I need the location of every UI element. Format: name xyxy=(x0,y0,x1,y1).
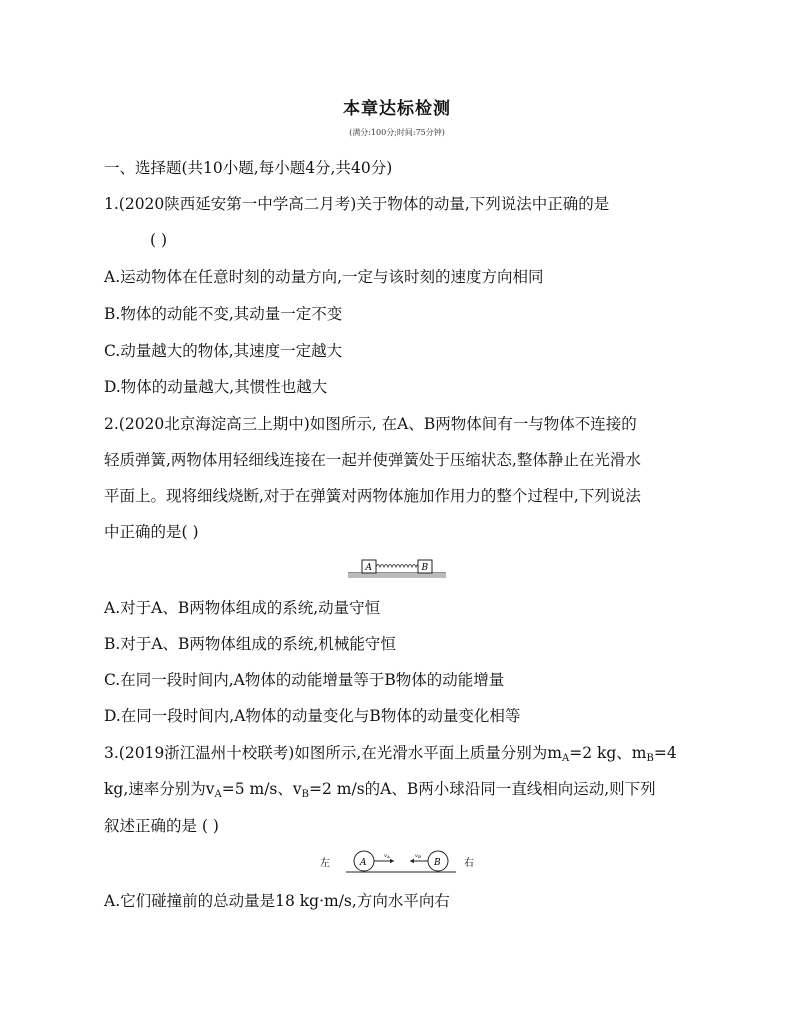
page-subtitle: (满分:100分;时间:75分钟) xyxy=(349,128,445,137)
velocity-b-arrow xyxy=(410,859,428,863)
compressed-spring xyxy=(376,565,424,568)
q3-stem-line-1 xyxy=(104,743,677,769)
q3-speed-a-subscript: A xyxy=(214,789,222,800)
block-a-label: A xyxy=(365,563,372,573)
q1-option-c: C.动量越大的物体,其速度一定越大 xyxy=(104,342,343,360)
q1-answer-bracket: ( ) xyxy=(150,231,168,249)
velocity-a-arrow xyxy=(374,859,394,863)
left-direction-label: 左 xyxy=(320,858,330,869)
section-heading: 一、选择题(共10小题,每小题4分,共40分) xyxy=(104,159,393,177)
q3-line2-end: =2 m/s的A、B两小球沿同一直线相向运动,则下列 xyxy=(309,780,656,798)
q2-stem-line-2: 轻质弹簧,两物体用轻细线连接在一起并使弹簧处于压缩状态,整体静止在光滑水 xyxy=(104,451,641,469)
q2-stem-line-1: 2.(2020北京海淀高三上期中)如图所示, 在A、B两物体间有一与物体不连接的 xyxy=(104,415,637,433)
page-title: 本章达标检测 xyxy=(343,99,451,119)
q3-line2-mid: =5 m/s、v xyxy=(221,780,302,798)
block-b-label: B xyxy=(421,563,429,573)
velocity-b-label: v xyxy=(415,853,418,859)
q3-line1-end: =4 xyxy=(653,744,677,762)
q3-line2-text: kg,速率分别为v xyxy=(104,780,215,798)
ground-surface xyxy=(348,573,446,578)
q3-line1-mid: =2 kg、m xyxy=(569,744,647,762)
q3-mass-b-subscript: B xyxy=(646,753,654,764)
q2-stem-line-3: 平面上。现将细线烧断,对于在弹簧对两物体施加作用力的整个过程中,下列说法 xyxy=(104,487,641,505)
velocity-a-subscript: A xyxy=(387,854,390,859)
q3-mass-a-subscript: A xyxy=(561,753,570,764)
spring-blocks-figure xyxy=(346,556,448,580)
q3-option-a: A.它们碰撞前的总动量是18 kg·m/s,方向水平向右 xyxy=(104,892,450,910)
q2-option-b: B.对于A、B两物体组成的系统,机械能守恒 xyxy=(104,635,396,653)
q1-option-a: A.运动物体在任意时刻的动量方向,一定与该时刻的速度方向相同 xyxy=(104,268,544,286)
velocity-a-label: v xyxy=(384,853,387,859)
q1-option-d: D.物体的动量越大,其惯性也越大 xyxy=(104,378,328,396)
q3-stem-line-2 xyxy=(104,779,656,805)
right-direction-label: 右 xyxy=(464,858,474,869)
q2-option-c: C.在同一段时间内,A物体的动能增量等于B物体的动能增量 xyxy=(104,671,505,689)
q2-stem-line-4: 中正确的是( ) xyxy=(104,523,199,541)
ball-b-label: B xyxy=(434,858,441,868)
q3-stem-line-3: 叙述正确的是 ( ) xyxy=(104,817,219,835)
q3-speed-b-subscript: B xyxy=(301,789,310,800)
q3-line1-text: 3.(2019浙江温州十校联考)如图所示,在光滑水平面上质量分别为m xyxy=(104,744,562,762)
q1-stem: 1.(2020陕西延安第一中学高二月考)关于物体的动量,下列说法中正确的是 xyxy=(104,195,610,213)
q2-option-d: D.在同一段时间内,A物体的动量变化与B物体的动量变化相等 xyxy=(104,707,521,725)
q1-option-b: B.物体的动能不变,其动量一定不变 xyxy=(104,305,343,323)
q2-option-a: A.对于A、B两物体组成的系统,动量守恒 xyxy=(104,599,381,617)
velocity-b-subscript: B xyxy=(418,854,421,859)
ball-a-label: A xyxy=(360,858,367,868)
colliding-balls-figure xyxy=(318,846,482,876)
